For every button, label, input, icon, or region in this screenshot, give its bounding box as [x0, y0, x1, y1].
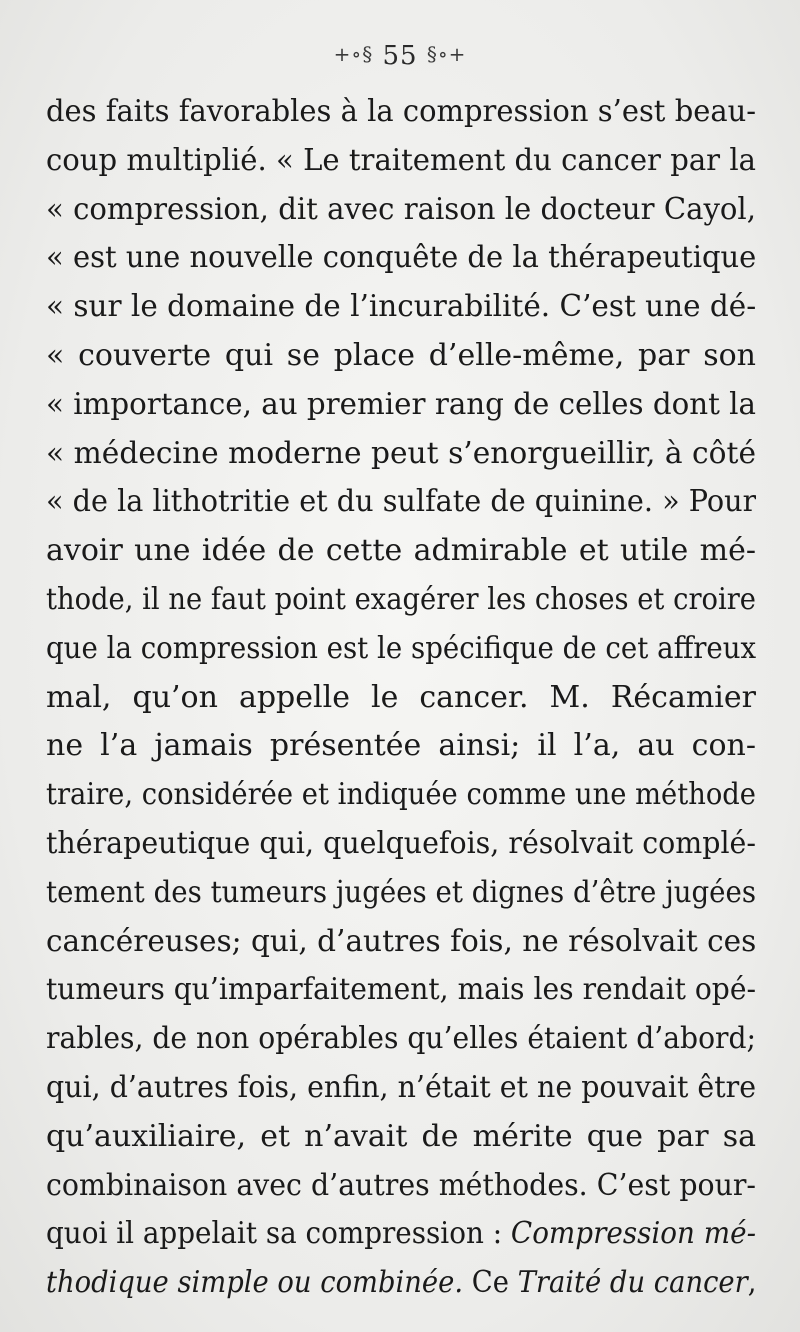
italic-run: thodique simple ou combinée.	[46, 1265, 464, 1301]
text-run: quoi il appelait sa compression :	[46, 1216, 511, 1252]
text-run: qu’auxiliaire, et n’avait de mérite que par sa	[46, 1118, 756, 1154]
text-line	[46, 625, 756, 674]
text-run: des faits favorables à la compression s’est beau-	[46, 94, 757, 129]
text-line	[46, 820, 756, 869]
text-run: « compression, dit avec raison le docteur Cayol,	[46, 191, 756, 227]
text-line	[46, 674, 756, 723]
page-number: 55	[382, 41, 418, 71]
text-line	[46, 430, 756, 479]
text-line	[46, 1162, 756, 1211]
text-line	[46, 918, 756, 967]
text-run: Ce	[463, 1265, 518, 1301]
text-run: thode, il ne faut point exagérer les choses et croire	[46, 581, 756, 617]
running-head	[0, 36, 800, 74]
body-text	[46, 88, 756, 1308]
text-run: « médecine moderne peut s’enorgueillir, à côté	[46, 435, 757, 471]
text-line	[46, 283, 756, 332]
italic-run: Traité du cancer	[517, 1265, 748, 1301]
text-line	[46, 869, 756, 918]
text-run: cancéreuses; qui, d’autres fois, ne résolvait ces	[46, 923, 756, 959]
text-line	[46, 381, 756, 430]
text-line	[46, 722, 756, 771]
text-run: mal, qu’on appelle le cancer. M. Récamier	[46, 679, 756, 715]
text-line	[46, 527, 756, 576]
text-line	[46, 88, 756, 137]
text-line	[46, 137, 756, 186]
text-line	[46, 478, 756, 527]
text-run: qui, d’autres fois, enfin, n’était et ne pouvait être	[46, 1069, 756, 1105]
text-run: traire, considérée et indiquée comme une méthode	[46, 777, 756, 813]
text-run: que la compression est le spécifique de cet affreux	[46, 630, 757, 666]
text-run: tement des tumeurs jugées et dignes d’être jugées	[46, 874, 757, 910]
header-ornament-left: +∘§	[333, 42, 374, 66]
text-run: combinaison avec d’autres méthodes. C’est pour-	[46, 1167, 756, 1203]
text-run: ,	[747, 1265, 757, 1301]
text-run: « est une nouvelle conquête de la thérapeutique	[46, 240, 757, 276]
text-run: ne l’a jamais présentée ainsi; il l’a, au con-	[46, 728, 756, 764]
text-line	[46, 1113, 756, 1162]
text-line	[46, 771, 756, 820]
text-run: « couverte qui se place d’elle-même, par son	[46, 337, 756, 373]
italic-run: Compression mé-	[510, 1216, 757, 1252]
text-run: tumeurs qu’imparfaitement, mais les rendait opé-	[46, 972, 756, 1008]
text-run: « importance, au premier rang de celles dont la	[46, 386, 756, 422]
text-line	[46, 966, 756, 1015]
text-line	[46, 1210, 756, 1259]
text-line	[46, 576, 756, 625]
text-line	[46, 1015, 756, 1064]
text-line	[46, 234, 756, 283]
text-line	[46, 332, 756, 381]
text-run: « sur le domaine de l’incurabilité. C’est une dé-	[46, 289, 756, 325]
text-line	[46, 1064, 756, 1113]
text-run: coup multiplié. « Le traitement du cancer par la	[46, 142, 756, 178]
text-run: « de la lithotritie et du sulfate de quinine. » Pour	[46, 484, 757, 520]
text-run: avoir une idée de cette admirable et utile mé-	[46, 533, 756, 569]
text-line	[46, 186, 756, 235]
header-ornament-right: §∘+	[426, 42, 467, 66]
text-run: thérapeutique qui, quelquefois, résolvait complé-	[46, 825, 756, 861]
text-line	[46, 1259, 756, 1308]
text-run: rables, de non opérables qu’elles étaient d’abord;	[46, 1021, 757, 1057]
